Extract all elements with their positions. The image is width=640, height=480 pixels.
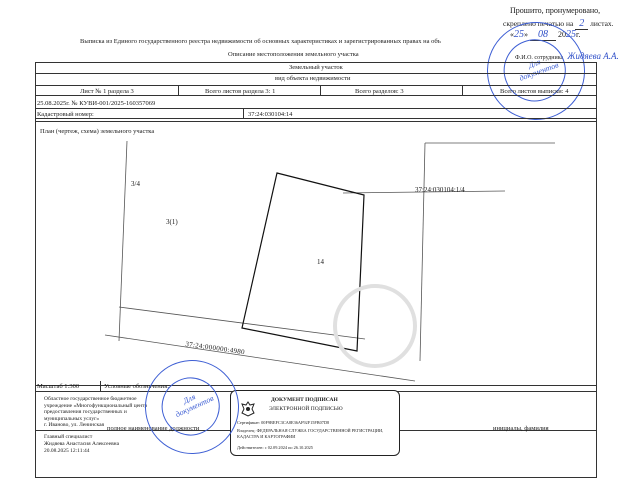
object-type: Земельный участок [289,64,343,71]
object-kind: вид объекта недвижимости [275,75,351,82]
scale-label: Масштаб 1:300 [37,383,80,390]
sheet-number: Лист № 1 раздела 3 [80,88,134,95]
signature-validity: Действителен: с 02.09.2024 по 26.10.2025 [237,445,313,450]
cert-line1: Прошито, пронумеровано, [510,6,601,15]
bottom-stamp-text: Для документов [173,392,215,420]
doc-title: Выписка из Единого государственного реестра недвижимости об основных характеристиках и зарегистрированных правах на объ [80,38,441,45]
col-divider-1 [178,85,179,95]
parcel-boundary-right [420,143,425,361]
row-divider-1 [35,73,597,74]
row-divider-3 [35,95,597,96]
cert-date-year-prefix: 20 [558,30,566,39]
cadastral-label: Кадастровый номер: [37,111,94,118]
parcel-14-outline [242,173,364,351]
map-label-parcel-right: 37:24:030104:1/4 [415,186,465,194]
road-edge-lower [105,335,415,381]
map-label-3-1: 3(1) [166,218,178,226]
org-address: г. Иваново, ул. Ленинская [44,422,105,428]
total-sheets: Всего листов выписки: 4 [500,88,569,95]
cert-sheets-count: 2 [575,18,588,30]
col-divider-cadastral [243,108,244,118]
signature-cert: Сертификат: 00F9BEFC3CA8E36AF92F15FB07D8 [237,420,330,425]
employee-title: Главный специалист [44,434,93,440]
legend-label: Условные обозначения: [104,383,170,390]
cert-date-suffix: г. [576,30,581,39]
map-label-road: 37:24:000000:4980 [184,340,246,357]
doc-subtitle: Описание местоположения земельного участка [228,51,359,58]
date-number: 25.08.2025г. № КУВИ-001/2025-160357069 [37,100,156,107]
e-signature-box [230,390,400,456]
cert-date-year: 25 [566,29,576,40]
org-text: Областное государственное бюджетное учреждение «Многофункциональный центр предоставления государственных и муниципальных услуг» [44,396,148,422]
emblem-icon [241,401,255,417]
total-sheets-section: Всего листов раздела 3: 1 [205,88,276,95]
total-sections: Всего разделов: 3 [355,88,404,95]
plan-title: План (чертеж, схема) земельного участка [40,128,155,135]
map-label-14: 14 [317,258,324,266]
top-stamp-text: Для документов [518,57,560,83]
position-label: полное наименование должности [107,425,200,432]
cert-date-day: 25 [514,29,524,40]
row-divider-4 [35,108,597,109]
signature-owner: Владелец: ФЕДЕРАЛЬНАЯ СЛУЖБА ГОСУДАРСТВЕННОЙ РЕГИСТРАЦИИ, КАДАСТРА И КАРТОГРАФИИ [237,428,384,439]
row-divider-5 [35,118,597,119]
employee-name: Жидяева Анастасия Алексеевна [44,441,120,447]
cert-fio-label: Ф.И.О. сотрудника [515,55,564,61]
signature-subtitle: ЭЛЕКТРОННОЙ ПОДПИСЬЮ [269,406,343,412]
initials-label: инициалы, фамилия [493,425,549,432]
parcel-boundary-left [119,141,127,341]
cert-date-month: 08 [530,29,556,41]
col-divider-scale [100,381,101,391]
cert-line2-suffix: листах. [590,19,614,28]
col-divider-3 [462,85,463,95]
cert-date: «25» 08 2025г. [510,29,581,40]
signature-title: ДОКУМЕНТ ПОДПИСАН [271,397,338,403]
cert-fio-value: Жидяева А.А. [567,51,619,61]
cert-line2-prefix: скреплено печатью на [503,19,574,28]
map-label-3-4: 3/4 [131,180,140,188]
road-edge-upper [119,307,365,339]
plan-drawing [35,121,597,386]
employee-date: 20.08.2025 12:11:44 [44,448,90,454]
watermark-circle [335,286,415,366]
row-divider-2 [35,85,597,86]
col-divider-2 [320,85,321,95]
cadastral-value: 37:24:030104:14 [248,111,293,118]
